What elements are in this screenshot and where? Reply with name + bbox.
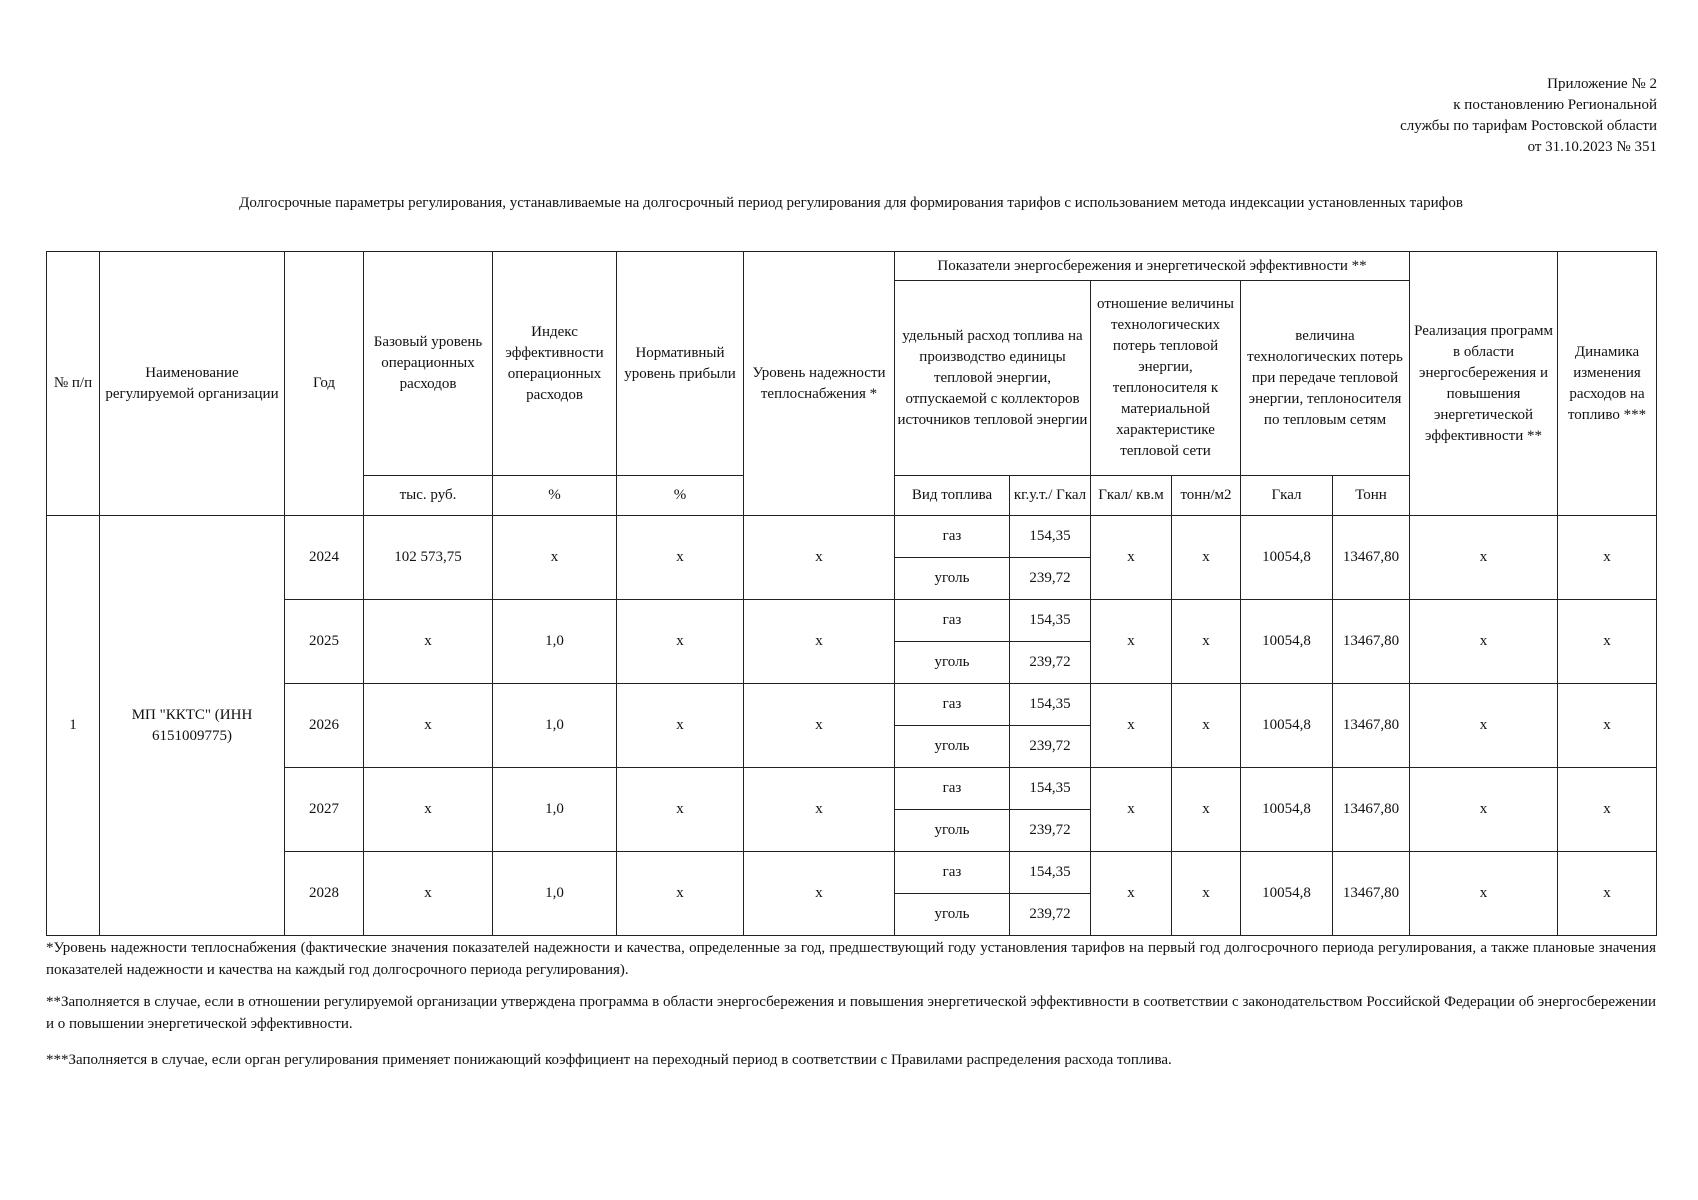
efficiency-index-cell: 1,0 <box>493 768 617 852</box>
loss-ratio-cell-2: х <box>1172 852 1241 936</box>
year-cell: 2028 <box>285 852 364 936</box>
dynamics-cell: х <box>1558 600 1657 684</box>
header-efficiency-index: Индекс эффективности операционных расходов <box>493 252 617 476</box>
profit-level-cell: х <box>617 600 744 684</box>
loss-ratio-cell-1: х <box>1091 516 1172 600</box>
parameters-table <box>46 251 1657 936</box>
base-level-cell: х <box>364 684 493 768</box>
transfer-gkal-cell: 10054,8 <box>1241 600 1333 684</box>
header-year: Год <box>285 252 364 516</box>
transfer-gkal-cell: 10054,8 <box>1241 768 1333 852</box>
loss-ratio-cell-2: х <box>1172 600 1241 684</box>
base-level-cell: 102 573,75 <box>364 516 493 600</box>
fuel-type-cell: уголь <box>895 894 1010 936</box>
header-org-name: Наименование регулируемой организации <box>100 252 285 516</box>
unit-fuel-type: Вид топлива <box>895 476 1010 516</box>
year-cell: 2027 <box>285 768 364 852</box>
year-cell: 2025 <box>285 600 364 684</box>
appendix-ref-line: к постановлению Региональной <box>1453 97 1657 113</box>
dynamics-cell: х <box>1558 768 1657 852</box>
fuel-type-cell: уголь <box>895 642 1010 684</box>
row-num: 1 <box>47 516 100 936</box>
efficiency-index-cell: 1,0 <box>493 684 617 768</box>
unit-fuel: кг.у.т./ Гкал <box>1010 476 1091 516</box>
unit-profit-level: % <box>617 476 744 516</box>
base-level-cell: х <box>364 768 493 852</box>
base-level-cell: х <box>364 600 493 684</box>
fuel-type-cell: уголь <box>895 810 1010 852</box>
year-cell: 2026 <box>285 684 364 768</box>
appendix-number: Приложение № 2 <box>1547 76 1657 92</box>
base-level-cell: х <box>364 852 493 936</box>
transfer-tonn-cell: 13467,80 <box>1333 600 1410 684</box>
transfer-tonn-cell: 13467,80 <box>1333 516 1410 600</box>
appendix-date-line: от 31.10.2023 № 351 <box>1527 139 1657 155</box>
fuel-value-cell: 154,35 <box>1010 852 1091 894</box>
programs-cell: х <box>1410 600 1558 684</box>
fuel-type-cell: газ <box>895 516 1010 558</box>
footnote-reliability: *Уровень надежности теплоснабжения (фактические значения показателей надежности и качества, определенные за год, предшествующий году установления тарифов на первый год долгосрочного периода регулирования, а также плановые значения показателей надежности и качества на каждый год долгосрочного периода регулирования). <box>46 940 1656 978</box>
fuel-type-cell: газ <box>895 768 1010 810</box>
header-num: № п/п <box>47 252 100 516</box>
appendix-header <box>1177 74 1657 158</box>
programs-cell: х <box>1410 684 1558 768</box>
reliability-cell: х <box>744 684 895 768</box>
efficiency-index-cell: 1,0 <box>493 852 617 936</box>
fuel-type-cell: газ <box>895 852 1010 894</box>
fuel-value-cell: 239,72 <box>1010 726 1091 768</box>
header-programs: Реализация программ в области энергосбережения и повышения энергетической эффективности ** <box>1410 252 1558 516</box>
reliability-cell: х <box>744 516 895 600</box>
loss-ratio-cell-1: х <box>1091 600 1172 684</box>
loss-ratio-cell-2: х <box>1172 516 1241 600</box>
profit-level-cell: х <box>617 684 744 768</box>
fuel-type-cell: газ <box>895 684 1010 726</box>
dynamics-cell: х <box>1558 516 1657 600</box>
unit-base-level: тыс. руб. <box>364 476 493 516</box>
loss-ratio-cell-1: х <box>1091 768 1172 852</box>
fuel-type-cell: уголь <box>895 726 1010 768</box>
fuel-value-cell: 239,72 <box>1010 558 1091 600</box>
footnote-energy-program: **Заполняется в случае, если в отношении регулируемой организации утверждена программа в области энергосбережения и повышения энергетической эффективности в соответствии с законодательством Российской Федерации об энергосбережении и о повышении энергетической эффективности. <box>46 994 1656 1032</box>
fuel-value-cell: 154,35 <box>1010 684 1091 726</box>
fuel-value-cell: 154,35 <box>1010 600 1091 642</box>
header-base-level: Базовый уровень операционных расходов <box>364 252 493 476</box>
transfer-gkal-cell: 10054,8 <box>1241 684 1333 768</box>
unit-loss-2: тонн/м2 <box>1172 476 1241 516</box>
year-cell: 2024 <box>285 516 364 600</box>
programs-cell: х <box>1410 768 1558 852</box>
loss-ratio-cell-2: х <box>1172 768 1241 852</box>
transfer-tonn-cell: 13467,80 <box>1333 768 1410 852</box>
reliability-cell: х <box>744 852 895 936</box>
header-reliability: Уровень надежности теплоснабжения * <box>744 252 895 516</box>
footnote-fuel-dynamics: ***Заполняется в случае, если орган регулирования применяет понижающий коэффициент на переходный период в соответствии с Правилами распределения расхода топлива. <box>46 1052 1172 1068</box>
fuel-type-cell: уголь <box>895 558 1010 600</box>
fuel-value-cell: 154,35 <box>1010 768 1091 810</box>
appendix-authority-line: службы по тарифам Ростовской области <box>1400 118 1657 134</box>
header-fuel-consumption: удельный расход топлива на производство единицы тепловой энергии, отпускаемой с коллекторов источников тепловой энергии <box>895 281 1091 476</box>
dynamics-cell: х <box>1558 684 1657 768</box>
loss-ratio-cell-1: х <box>1091 852 1172 936</box>
loss-ratio-cell-1: х <box>1091 684 1172 768</box>
transfer-tonn-cell: 13467,80 <box>1333 852 1410 936</box>
dynamics-cell: х <box>1558 852 1657 936</box>
header-loss-ratio: отношение величины технологических потерь тепловой энергии, теплоносителя к материальной характеристике тепловой сети <box>1091 281 1241 476</box>
header-transfer-losses: величина технологических потерь при передаче тепловой энергии, теплоносителя по тепловым сетям <box>1241 281 1410 476</box>
transfer-tonn-cell: 13467,80 <box>1333 684 1410 768</box>
profit-level-cell: х <box>617 852 744 936</box>
transfer-gkal-cell: 10054,8 <box>1241 516 1333 600</box>
header-energy-group: Показатели энергосбережения и энергетической эффективности ** <box>895 252 1410 281</box>
loss-ratio-cell-2: х <box>1172 684 1241 768</box>
efficiency-index-cell: 1,0 <box>493 600 617 684</box>
efficiency-index-cell: х <box>493 516 617 600</box>
header-fuel-dynamics: Динамика изменения расходов на топливо *** <box>1558 252 1657 516</box>
organization-name: МП "ККТС" (ИНН 6151009775) <box>100 516 285 936</box>
programs-cell: х <box>1410 516 1558 600</box>
fuel-value-cell: 239,72 <box>1010 894 1091 936</box>
unit-loss-1: Гкал/ кв.м <box>1091 476 1172 516</box>
profit-level-cell: х <box>617 768 744 852</box>
profit-level-cell: х <box>617 516 744 600</box>
fuel-value-cell: 239,72 <box>1010 642 1091 684</box>
programs-cell: х <box>1410 852 1558 936</box>
document-title: Долгосрочные параметры регулирования, устанавливаемые на долгосрочный период регулирования для формирования тарифов с использованием метода индексации установленных тарифов <box>239 195 1463 211</box>
fuel-type-cell: газ <box>895 600 1010 642</box>
unit-transfer-2: Тонн <box>1333 476 1410 516</box>
header-profit-level: Нормативный уровень прибыли <box>617 252 744 476</box>
unit-efficiency-index: % <box>493 476 617 516</box>
reliability-cell: х <box>744 768 895 852</box>
footnotes <box>46 937 1656 1081</box>
unit-transfer-1: Гкал <box>1241 476 1333 516</box>
fuel-value-cell: 239,72 <box>1010 810 1091 852</box>
fuel-value-cell: 154,35 <box>1010 516 1091 558</box>
transfer-gkal-cell: 10054,8 <box>1241 852 1333 936</box>
reliability-cell: х <box>744 600 895 684</box>
